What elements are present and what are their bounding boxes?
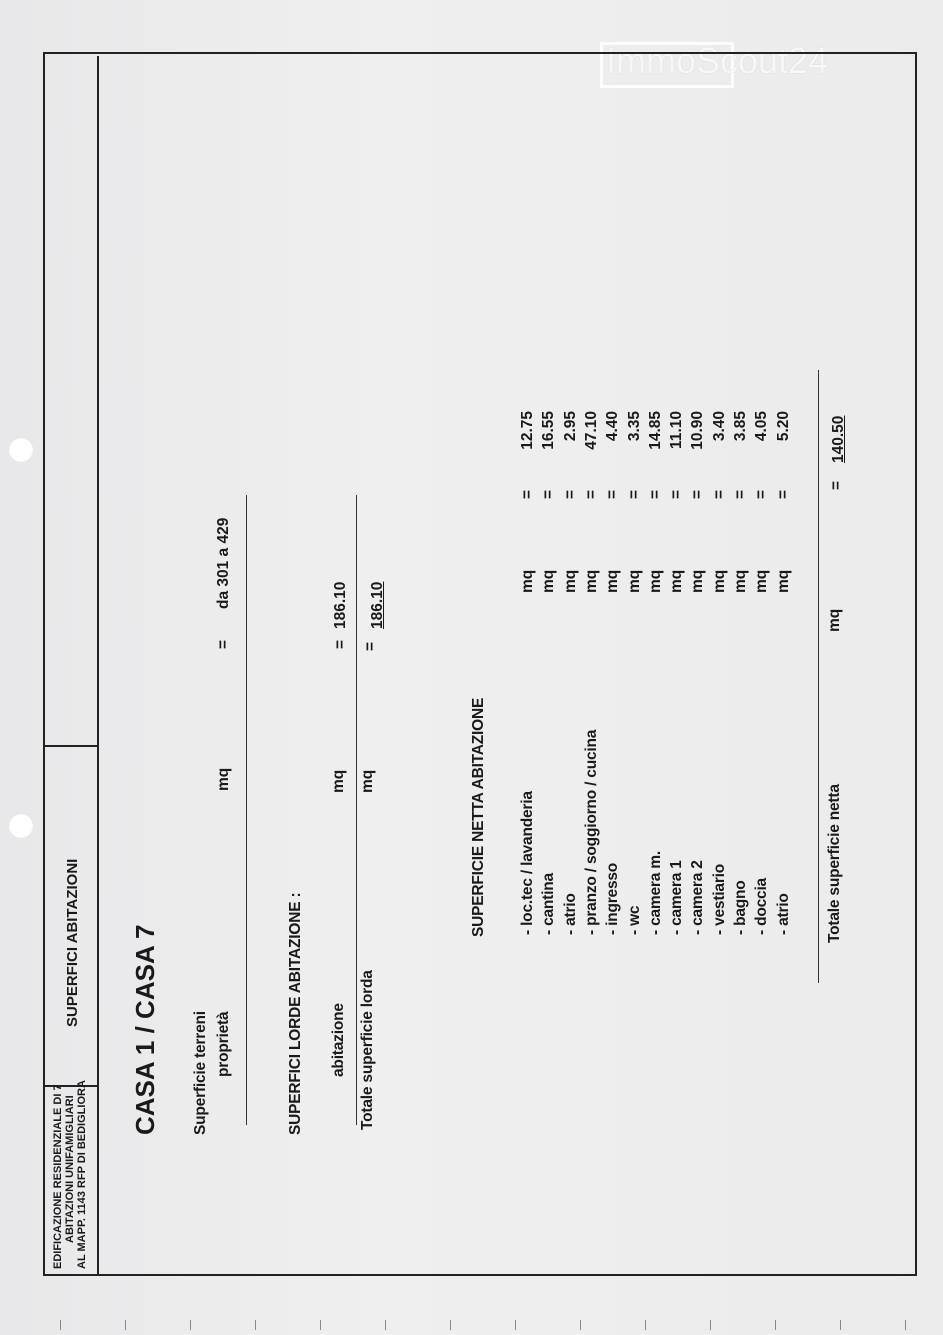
edge-tick	[515, 1320, 516, 1330]
netta-row-equals: =	[562, 489, 579, 499]
terreni-rule	[246, 495, 247, 1125]
netta-total-equals: =	[828, 480, 845, 490]
edge-tick	[450, 1320, 451, 1330]
netta-row-value: 4.05	[753, 411, 770, 442]
netta-row-label: - camera 2	[689, 860, 706, 935]
netta-row-unit: mq	[689, 569, 706, 593]
netta-row-label: - camera 1	[668, 860, 685, 935]
terreni-label-1: Superficie terreni	[192, 1011, 209, 1135]
netta-row-unit: mq	[753, 569, 770, 593]
netta-row-label: - atrio	[775, 893, 792, 935]
netta-total-unit: mq	[826, 608, 843, 632]
netta-row-unit: mq	[519, 569, 536, 593]
lorde-total-unit: mq	[359, 769, 376, 793]
lorde-heading: SUPERFICI LORDE ABITAZIONE :	[287, 892, 304, 1135]
netta-row-unit: mq	[775, 569, 792, 593]
lorde-total-value: 186.10	[369, 581, 386, 629]
netta-row-unit: mq	[562, 569, 579, 593]
netta-total-value: 140.50	[830, 415, 847, 463]
netta-row-unit: mq	[711, 569, 728, 593]
netta-row-value: 4.40	[604, 411, 621, 442]
edge-tick	[125, 1320, 126, 1330]
netta-row-unit: mq	[583, 569, 600, 593]
netta-row-unit: mq	[604, 569, 621, 593]
document-frame	[43, 52, 917, 1276]
netta-row-label: - bagno	[732, 880, 749, 935]
netta-row-equals: =	[732, 489, 749, 499]
netta-row-value: 3.40	[711, 411, 728, 442]
lorde-row-value: 186.10	[332, 581, 349, 629]
netta-row-value: 3.35	[626, 411, 643, 442]
header-line-3: AL MAPP. 1143 RFP DI BEDIGLIORA	[76, 1080, 88, 1269]
netta-row-unit: mq	[626, 569, 643, 593]
netta-row-label: - vestiario	[711, 863, 728, 935]
header-section-title: SUPERFICI ABITAZIONI	[64, 858, 81, 1027]
netta-row-equals: =	[753, 489, 770, 499]
edge-tick	[320, 1320, 321, 1330]
netta-row-equals: =	[604, 489, 621, 499]
netta-row-label: - doccia	[753, 878, 770, 935]
edge-tick	[905, 1320, 906, 1330]
netta-row-value: 16.55	[540, 411, 557, 450]
lorde-row-unit: mq	[330, 769, 347, 793]
netta-row-value: 47.10	[583, 411, 600, 450]
lorde-total-label: Totale superficie lorda	[359, 970, 376, 1130]
netta-row-value: 5.20	[775, 411, 792, 442]
edge-tick	[710, 1320, 711, 1330]
netta-row-label: - loc.tec / lavanderia	[519, 791, 536, 935]
netta-row-equals: =	[583, 489, 600, 499]
netta-row-equals: =	[668, 489, 685, 499]
netta-row-label: - atrio	[562, 893, 579, 935]
header-divider	[97, 56, 99, 1276]
netta-row-equals: =	[775, 489, 792, 499]
header-line-1: EDIFICAZIONE RESIDENZIALE DI 7	[52, 1084, 64, 1269]
netta-row-label: - cantina	[540, 873, 557, 935]
edge-tick	[580, 1320, 581, 1330]
terreni-equals: =	[215, 639, 232, 649]
netta-row-unit: mq	[732, 569, 749, 593]
netta-row-equals: =	[519, 489, 536, 499]
netta-row-unit: mq	[540, 569, 557, 593]
netta-total-label: Totale superficie netta	[826, 784, 843, 943]
netta-row-equals: =	[689, 489, 706, 499]
header-separator-right	[43, 745, 97, 747]
netta-total-rule	[818, 370, 819, 983]
watermark-logo-text: ImmoScout24	[606, 40, 829, 81]
netta-row-value: 3.85	[732, 411, 749, 442]
netta-row-equals: =	[540, 489, 557, 499]
header-line-2: ABITAZIONI UNIFAMIGLIARI	[64, 1095, 76, 1243]
netta-row-value: 10.90	[689, 411, 706, 450]
netta-row-label: - pranzo / soggiorno / cucina	[583, 729, 600, 935]
netta-heading: SUPERFICIE NETTA ABITAZIONE	[470, 697, 487, 937]
netta-row-unit: mq	[668, 569, 685, 593]
edge-tick	[840, 1320, 841, 1330]
edge-ticks	[0, 1315, 943, 1335]
netta-row-equals: =	[626, 489, 643, 499]
netta-row-value: 2.95	[562, 411, 579, 442]
terreni-label-2: proprietà	[215, 1011, 232, 1077]
lorde-total-equals: =	[362, 641, 379, 651]
terreni-unit: mq	[215, 767, 232, 791]
edge-tick	[645, 1320, 646, 1330]
netta-row-value: 11.10	[668, 411, 685, 449]
edge-tick	[775, 1320, 776, 1330]
terreni-value: da 301 a 429	[215, 517, 232, 609]
netta-row-unit: mq	[647, 569, 664, 593]
lorde-row-equals: =	[332, 639, 349, 649]
netta-row-equals: =	[711, 489, 728, 499]
netta-row-equals: =	[647, 489, 664, 499]
netta-row-label: - wc	[626, 905, 643, 935]
lorde-total-rule	[356, 495, 357, 1125]
edge-tick	[190, 1320, 191, 1330]
netta-row-value: 12.75	[519, 411, 536, 450]
netta-row-label: - camera m.	[647, 851, 664, 935]
edge-tick	[385, 1320, 386, 1330]
netta-row-label: - ingresso	[604, 862, 621, 935]
lorde-row-label: abitazione	[330, 1003, 347, 1077]
page-title: CASA 1 / CASA 7	[130, 924, 160, 1135]
edge-tick	[255, 1320, 256, 1330]
netta-row-value: 14.85	[647, 411, 664, 450]
edge-tick	[60, 1320, 61, 1330]
